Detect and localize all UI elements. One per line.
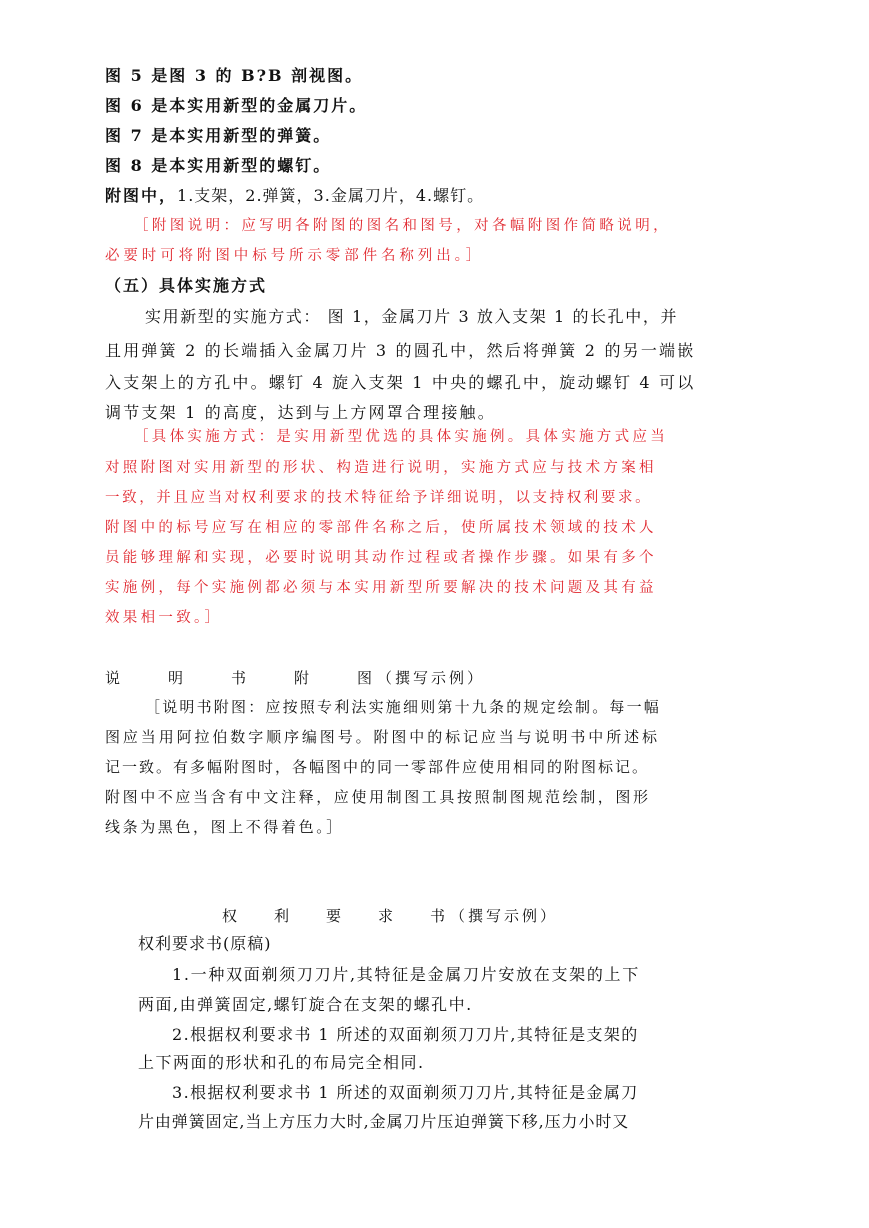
claim-2-line-2: 上下两面的形状和孔的布局完全相同. bbox=[138, 1053, 425, 1072]
drawings-note-line-1: ［说明书附图：应按照专利法实施细则第十九条的规定绘制。每一幅 bbox=[145, 698, 662, 716]
drawings-heading bbox=[105, 668, 485, 688]
claims-heading-char-5: 书 bbox=[430, 907, 446, 925]
claims-heading-char-1: 权 bbox=[222, 907, 238, 925]
claim-3-line-2: 片由弹簧固定,当上方压力大时,金属刀片压迫弹簧下移,压力小时又 bbox=[138, 1112, 630, 1131]
claims-heading bbox=[222, 906, 558, 926]
section-5-note-line-4: 附图中的标号应写在相应的零部件名称之后，使所属技术领域的技术人 bbox=[105, 520, 657, 536]
claims-heading-suffix: （撰写示例） bbox=[450, 907, 559, 925]
section-5-paragraph-line-3: 入支架上的方孔中。螺钉 4 旋入支架 1 中央的螺孔中，旋动螺钉 4 可以 bbox=[105, 373, 696, 392]
drawings-heading-char-1: 说 bbox=[105, 669, 121, 687]
section-5-paragraph-line-2: 且用弹簧 2 的长端插入金属刀片 3 的圆孔中，然后将弹簧 2 的另一端嵌 bbox=[105, 341, 696, 360]
figure-7-caption: 图 7 是本实用新型的弹簧。 bbox=[105, 126, 332, 145]
drawings-heading-char-3: 书 bbox=[231, 669, 247, 687]
section-5-note-line-1: ［具体实施方式：是实用新型优选的具体实施例。具体实施方式应当 bbox=[134, 429, 668, 445]
claim-1-line-1: 1.一种双面剃须刀刀片,其特征是金属刀片安放在支架的上下 bbox=[172, 965, 640, 984]
section-5-paragraph-line-1: 实用新型的实施方式： 图 1，金属刀片 3 放入支架 1 的长孔中，并 bbox=[145, 307, 679, 326]
figure-8-caption: 图 8 是本实用新型的螺钉。 bbox=[105, 156, 332, 175]
claims-heading-char-4: 求 bbox=[378, 907, 394, 925]
section-5-heading: （五）具体实施方式 bbox=[105, 276, 268, 295]
section-5-paragraph-line-4: 调节支架 1 的高度，达到与上方网罩合理接触。 bbox=[105, 403, 496, 422]
claims-heading-char-3: 要 bbox=[326, 907, 342, 925]
section-5-note-line-6: 实施例，每个实施例都必须与本实用新型所要解决的技术问题及其有益 bbox=[105, 580, 657, 596]
drawings-note-line-4: 附图中不应当含有中文注释，应使用制图工具按照制图规范绘制，图形 bbox=[105, 788, 651, 806]
section-5-note-line-7: 效果相一致。］ bbox=[105, 610, 223, 626]
claims-heading-char-2: 利 bbox=[274, 907, 290, 925]
figure-legend-text: 1.支架，2.弹簧，3.金属刀片，4.螺钉。 bbox=[177, 186, 485, 205]
drawings-heading-suffix: （撰写示例） bbox=[377, 669, 486, 687]
claims-subtitle: 权利要求书(原稿) bbox=[138, 934, 272, 953]
figure-legend-label: 附图中， bbox=[105, 186, 178, 205]
figure-legend bbox=[105, 186, 484, 206]
drawings-heading-char-2: 明 bbox=[168, 669, 184, 687]
section-5-note-line-3: 一致，并且应当对权利要求的技术特征给予详细说明，以支持权利要求。 bbox=[105, 490, 653, 506]
figure-desc-note-line-2: 必要时可将附图中标号所示零部件名称列出。］ bbox=[105, 248, 485, 264]
figure-desc-note-line-1: ［附图说明：应写明各附图的图名和图号，对各幅附图作简略说明， bbox=[134, 218, 671, 234]
claim-1-line-2: 两面,由弹簧固定,螺钉旋合在支架的螺孔中. bbox=[138, 995, 473, 1014]
drawings-note-line-3: 记一致。有多幅附图时，各幅图中的同一零部件应使用相同的附图标记。 bbox=[105, 758, 650, 776]
drawings-heading-char-5: 图 bbox=[357, 669, 373, 687]
drawings-note-line-5: 线条为黑色，图上不得着色。］ bbox=[105, 818, 344, 836]
claim-3-line-1: 3.根据权利要求书 1 所述的双面剃须刀刀片,其特征是金属刀 bbox=[172, 1083, 639, 1102]
section-5-note-line-2: 对照附图对实用新型的形状、构造进行说明，实施方式应与技术方案相 bbox=[105, 460, 657, 476]
claim-2-line-1: 2.根据权利要求书 1 所述的双面剃须刀刀片,其特征是支架的 bbox=[172, 1025, 639, 1044]
drawings-heading-char-4: 附 bbox=[294, 669, 310, 687]
figure-5-caption: 图 5 是图 3 的 B?B 剖视图。 bbox=[105, 66, 364, 85]
figure-6-caption: 图 6 是本实用新型的金属刀片。 bbox=[105, 96, 368, 115]
section-5-note-line-5: 员能够理解和实现，必要时说明其动作过程或者操作步骤。如果有多个 bbox=[105, 550, 657, 566]
drawings-note-line-2: 图应当用阿拉伯数字顺序编图号。附图中的标记应当与说明书中所述标 bbox=[105, 728, 660, 746]
